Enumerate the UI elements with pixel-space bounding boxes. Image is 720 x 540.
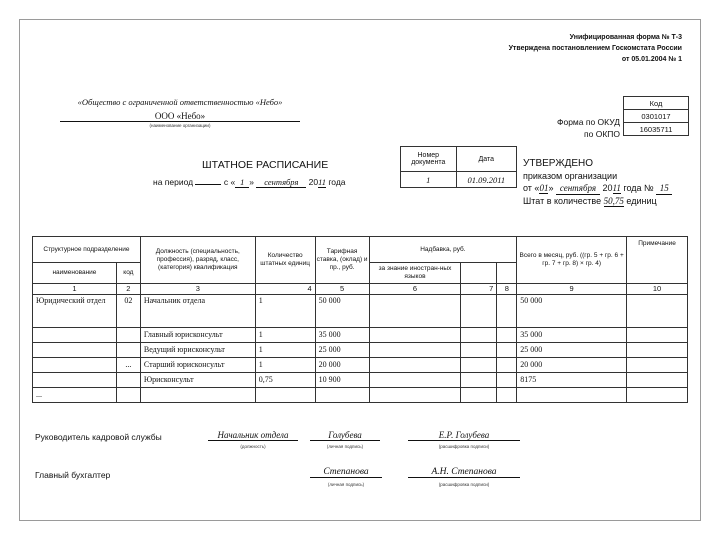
cell-name: [33, 358, 117, 373]
chief-decoded: А.Н. Степанова: [408, 467, 520, 478]
col-number: 3: [140, 284, 255, 295]
staff-suffix: единиц: [626, 196, 657, 206]
approved-staff-line: [523, 195, 672, 207]
approved-title: УТВЕРЖДЕНО: [523, 158, 594, 169]
cell-code: 02: [116, 295, 140, 328]
chief-signature-caption: (личная подпись): [327, 482, 365, 487]
col-number: 4: [255, 284, 315, 295]
organization-caption: (наименование организации): [149, 123, 211, 128]
cell-rate: 50 000: [315, 295, 369, 328]
cell-name: Юридический отдел: [33, 295, 117, 328]
col-number: 8: [497, 284, 517, 295]
staff-value: 50,75: [603, 196, 624, 206]
table-row: [33, 358, 688, 373]
organization-full-name: «Общество с ограниченной ответственностью «Небо»: [77, 97, 283, 107]
period-day: 1: [235, 177, 249, 188]
code-table: [623, 96, 689, 136]
approved-block: [523, 158, 672, 207]
approved-close-quote: »: [548, 183, 554, 193]
cell-name: [33, 343, 117, 358]
hr-position: Начальник отдела: [208, 430, 298, 441]
page-title: ШТАТНОЕ РАСПИСАНИЕ: [202, 159, 329, 171]
column-numbers-row: [33, 284, 688, 295]
cell-name: ...: [33, 388, 117, 403]
period-year-suffix: 11: [318, 177, 327, 187]
cell-total: 25 000: [517, 343, 627, 358]
hr-decoded: Е.Р. Голубева: [408, 430, 520, 441]
chief-decoded-caption: (расшифровка подписи): [438, 482, 490, 487]
header-code: код: [116, 263, 140, 284]
col-number: 1: [33, 284, 117, 295]
table-row: [33, 373, 688, 388]
hr-signature-caption: (личная подпись): [326, 444, 364, 449]
cell-code: [116, 373, 140, 388]
approved-year-word: года №: [623, 183, 654, 193]
hr-signature: Голубева: [310, 430, 380, 441]
col-number: 2: [116, 284, 140, 295]
cell-count: 1: [255, 358, 315, 373]
period-line: [153, 177, 346, 188]
header-total: Всего в месяц, руб. ((гр. 5 + гр. 6 + гр. 7 + гр. 8) × гр. 4): [517, 237, 627, 284]
cell-total: 20 000: [517, 358, 627, 373]
cell-count: [255, 388, 315, 403]
col-number: 10: [627, 284, 688, 295]
table-row: [33, 388, 688, 403]
cell-total: 8175: [517, 373, 627, 388]
staff-table: [32, 236, 688, 403]
cell-code: [116, 343, 140, 358]
period-year-prefix: 20: [308, 177, 319, 187]
cell-code: [116, 388, 140, 403]
cell-count: 0,75: [255, 373, 315, 388]
hr-label: Руководитель кадровой службы: [35, 432, 162, 442]
chief-signature: Степанова: [310, 467, 382, 478]
header-rate: Тарифная ставка, (оклад) и пр., руб.: [315, 237, 369, 284]
header-note: Примечание: [627, 237, 688, 284]
approved-month: сентября: [556, 182, 600, 195]
cell-code: [116, 328, 140, 343]
document-number-table: [400, 146, 517, 188]
approved-line1: приказом организации: [523, 171, 618, 181]
cell-name: [33, 328, 117, 343]
code-labels: [532, 104, 620, 140]
okud-value: 0301017: [624, 110, 689, 123]
form-header: [509, 32, 682, 65]
cell-position: Старший юрисконсульт: [140, 358, 255, 373]
period-year-word: года: [328, 177, 346, 187]
cell-position: Ведущий юрисконсульт: [140, 343, 255, 358]
cell-code: ...: [116, 358, 140, 373]
approved-order-line: [523, 182, 672, 195]
approved-from: от «: [523, 183, 540, 193]
cell-rate: 20 000: [315, 358, 369, 373]
approved-year-suffix: 11: [612, 183, 621, 193]
cell-position: Юрисконсульт: [140, 373, 255, 388]
okpo-label: по ОКПО: [584, 129, 620, 139]
col-number: 5: [315, 284, 369, 295]
col-number: 6: [369, 284, 461, 295]
doc-date-header: Дата: [456, 147, 516, 172]
header-struct: Структурное подразделение: [33, 237, 141, 263]
period-prefix: на период: [153, 177, 194, 187]
cell-rate: 25 000: [315, 343, 369, 358]
cell-count: 1: [255, 343, 315, 358]
code-header: Код: [624, 97, 689, 110]
col-number: 7: [461, 284, 497, 295]
col-number: 9: [517, 284, 627, 295]
period-close-quote: »: [249, 177, 254, 187]
table-row: [33, 295, 688, 328]
cell-count: 1: [255, 295, 315, 328]
form-header-line3: от 05.01.2004 № 1: [621, 56, 682, 63]
okud-label: Форма по ОКУД: [557, 117, 620, 127]
table-row: [33, 343, 688, 358]
header-name: наименование: [33, 263, 117, 284]
period-month: сентября: [256, 177, 306, 188]
hr-position-caption: (должность): [240, 444, 266, 449]
cell-total: 35 000: [517, 328, 627, 343]
form-header-line2: Утверждена постановлением Госкомстата России: [508, 45, 682, 52]
cell-position: Главный юрисконсульт: [140, 328, 255, 343]
doc-number-header: Номер документа: [401, 147, 457, 172]
document-sheet: [19, 19, 701, 521]
cell-position: Начальник отдела: [140, 295, 255, 328]
staff-prefix: Штат в количестве: [523, 196, 602, 206]
hr-decoded-caption: (расшифровка подписи): [438, 444, 490, 449]
doc-number-value: 1: [401, 172, 457, 188]
cell-rate: 10 900: [315, 373, 369, 388]
header-count: Количество штатных единиц: [255, 237, 315, 284]
approved-year-prefix: 20: [602, 183, 613, 193]
chief-label: Главный бухгалтер: [35, 470, 111, 480]
cell-count: 1: [255, 328, 315, 343]
form-header-line1: Унифицированная форма № Т-3: [569, 34, 682, 41]
header-allowance: Надбавка, руб.: [369, 237, 517, 263]
cell-rate: [315, 388, 369, 403]
header-foreign: за знание иностран-ных языков: [369, 263, 461, 284]
table-row: [33, 328, 688, 343]
organization-short-name: ООО «Небо»: [154, 111, 206, 121]
cell-total: 50 000: [517, 295, 627, 328]
cell-position: [140, 388, 255, 403]
header-position: Должность (специальность, профессия), разряд, класс, (категория) квалификация: [140, 237, 255, 284]
cell-total: [517, 388, 627, 403]
approved-day: 01: [539, 183, 549, 193]
approved-number: 15: [656, 182, 672, 195]
okpo-value: 16035711: [624, 123, 689, 136]
period-from: с «: [223, 177, 236, 187]
cell-rate: 35 000: [315, 328, 369, 343]
cell-name: [33, 373, 117, 388]
doc-date-value: 01.09.2011: [456, 172, 516, 188]
